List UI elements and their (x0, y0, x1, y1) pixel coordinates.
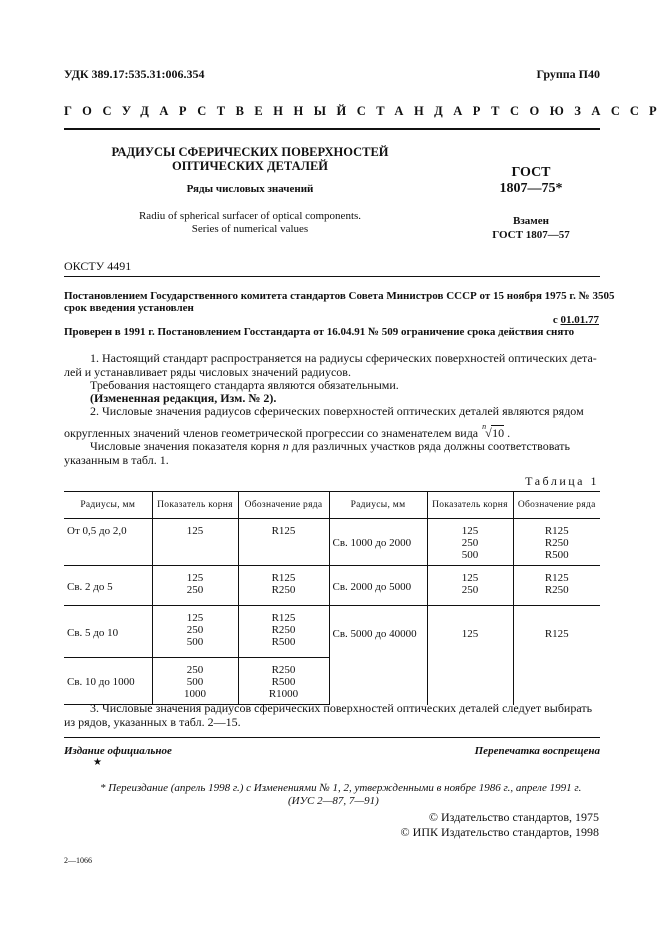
effective-date-prefix: с (552, 314, 558, 326)
replaces-label: Взамен (513, 215, 549, 227)
heading-word-2: СТАНДАРТ (356, 104, 510, 118)
paragraph-2-line-4: указанным в табл. 1. (64, 453, 169, 467)
root-period: . (507, 426, 511, 440)
heading-word-3: СОЮЗА (509, 104, 611, 118)
series-value: R500 (271, 676, 296, 688)
root-value: 250 (186, 584, 204, 596)
root-value: 125 (461, 525, 479, 537)
paragraph-1-line-1: 1. Настоящий стандарт распространяется на радиусы сферических поверхностей оптических дета- (90, 351, 597, 365)
title-line-1: РАДИУСЫ СФЕРИЧЕСКИХ ПОВЕРХНОСТЕЙ (111, 145, 389, 159)
series-cell (513, 519, 600, 566)
table-row (64, 566, 600, 606)
heading-word-1: ГОСУДАРСТВЕННЫЙ (64, 104, 357, 118)
radius-cell: Св. 2 до 5 (64, 566, 152, 606)
official-edition: Издание официальное (64, 745, 172, 757)
title-line-2: ОПТИЧЕСКИХ ДЕТАЛЕЙ (171, 159, 329, 173)
page-code: 2—1066 (64, 856, 92, 865)
series-value: R250 (271, 664, 296, 676)
header-root-right: Показатель корня (427, 492, 513, 519)
gost-label: ГОСТ (511, 165, 551, 180)
series-cell (513, 566, 600, 606)
effective-date-value: 01.01.77 (560, 314, 599, 326)
root-value: 500 (461, 549, 479, 561)
paragraph-3-line-1: 3. Числовые значения радиусов сферических поверхностей оптических деталей следует выбирать (90, 701, 593, 715)
root-cell (427, 519, 513, 566)
copyright-1975: © Издательство стандартов, 1975 (428, 810, 599, 824)
replaces-block (466, 214, 596, 242)
root-cell (427, 566, 513, 606)
radius-cell: Св. 2000 до 5000 (329, 566, 427, 606)
heading-word-4: ССР (610, 104, 667, 118)
root-value: 500 (186, 676, 204, 688)
reprint-prohibited: Перепечатка воспрещена (474, 745, 600, 757)
series-value: R125 (271, 612, 296, 624)
radius-cell: От 0,5 до 2,0 (67, 525, 127, 537)
series-value: R125 (271, 525, 296, 537)
header-radius-right: Радиусы, мм (329, 492, 427, 519)
decree-line-2: срок введения установлен (64, 302, 194, 314)
table-row (64, 606, 600, 658)
paragraph-2-line-3 (90, 439, 570, 453)
table-caption: Таблица 1 (525, 474, 599, 488)
reissue-note: * Переиздание (апрель 1998 г.) с Изменениями № 1, 2, утвержденными в ноябре 1986 г., апреле 1991 г. (100, 782, 582, 794)
ius-reference: (ИУС 2—87, 7—91) (288, 795, 379, 807)
root-value: 125 (186, 525, 204, 537)
state-standard-heading (64, 104, 667, 119)
root-value: 125 (186, 612, 204, 624)
root-value: 1000 (184, 688, 206, 700)
root-variable: n (282, 439, 289, 453)
progression-text: округленных значений членов геометрической прогрессии со знаменателем вида (64, 426, 479, 440)
series-value: R250 (271, 584, 296, 596)
replaces-number: ГОСТ 1807—57 (492, 229, 570, 241)
effective-date (553, 314, 599, 326)
root-index: n (482, 422, 487, 431)
table-header-row (64, 492, 600, 519)
root-expression (481, 422, 505, 440)
series-value: R1000 (268, 688, 299, 700)
radius-cell: Св. 10 до 1000 (64, 658, 152, 705)
paragraph-1-line-2: лей и устанавливает ряды числовых значений радиусов. (64, 365, 351, 379)
root-value: 125 (186, 572, 204, 584)
gost-number: 1807—75* (499, 181, 563, 196)
root-cell (152, 606, 238, 658)
series-value: R500 (544, 549, 569, 561)
root-value: 10 (492, 426, 505, 440)
root-cell (152, 519, 238, 566)
group-code: Группа П40 (536, 67, 600, 81)
revision-note: Проверен в 1991 г. Постановлением Госстандарта от 16.04.91 № 509 ограничение срока действия снято (64, 326, 575, 338)
header-root-left: Показатель корня (152, 492, 238, 519)
root-sentence-end: для различных участков ряда должны соответствовать (291, 439, 570, 453)
root-value: 500 (186, 636, 204, 648)
paragraph-2-line-2 (64, 422, 511, 440)
okstu-code: ОКСТУ 4491 (64, 259, 132, 273)
english-title-line-1: Radiu of spherical surfacer of optical components. (138, 210, 362, 222)
header-series-left: Обозначение ряда (238, 492, 329, 519)
gost-number-block (476, 165, 586, 197)
table-1 (64, 491, 600, 705)
root-cell: 125 (427, 606, 513, 705)
copyright-1998: © ИПК Издательство стандартов, 1998 (400, 825, 599, 839)
series-cell: R125 (513, 606, 600, 705)
okstu-rule (64, 276, 600, 277)
amendment-note: (Измененная редакция, Изм. № 2). (90, 391, 277, 405)
root-value: 250 (461, 584, 479, 596)
english-title-line-2: Series of numerical values (191, 223, 309, 235)
star-icon: ★ (93, 757, 102, 768)
udk-code: УДК 389.17:535.31:006.354 (64, 67, 205, 81)
series-value: R125 (544, 572, 569, 584)
root-value: 250 (186, 664, 204, 676)
series-value: R125 (544, 525, 569, 537)
radius-cell: Св. 5 до 10 (64, 606, 152, 658)
root-cell (152, 658, 238, 705)
root-value: 125 (461, 572, 479, 584)
root-value: 250 (186, 624, 204, 636)
radius-cell: Св. 5000 до 40000 (329, 606, 427, 705)
english-title (100, 210, 400, 236)
document-title (100, 145, 400, 173)
root-cell (152, 566, 238, 606)
paragraph-2-line-1: 2. Числовые значения радиусов сферических поверхностей оптических деталей являются рядом (90, 404, 584, 418)
paragraph-3-line-2: из рядов, указанных в табл. 2—15. (64, 715, 241, 729)
series-cell (238, 519, 329, 566)
series-cell (238, 658, 329, 705)
root-value: 250 (461, 537, 479, 549)
decree-line-1: Постановлением Государственного комитета стандартов Совета Министров СССР от 15 ноября 1975 г. № 3505 (64, 290, 615, 302)
series-cell (238, 566, 329, 606)
header-series-right: Обозначение ряда (513, 492, 600, 519)
header-rule (64, 128, 600, 130)
root-sentence-start: Числовые значения показателя корня (90, 439, 280, 453)
document-subtitle: Ряды числовых значений (186, 183, 314, 195)
header-radius-left: Радиусы, мм (64, 492, 152, 519)
series-value: R125 (271, 572, 296, 584)
series-value: R500 (271, 636, 296, 648)
footer-rule (64, 737, 600, 738)
radius-cell: Св. 1000 до 2000 (329, 519, 427, 566)
table-row (64, 519, 600, 566)
series-value: R250 (271, 624, 296, 636)
series-cell (238, 606, 329, 658)
radical-icon: √ (485, 426, 492, 440)
paragraph-mandatory: Требования настоящего стандарта являются обязательными. (90, 378, 399, 392)
series-value: R250 (544, 584, 569, 596)
series-value: R250 (544, 537, 569, 549)
